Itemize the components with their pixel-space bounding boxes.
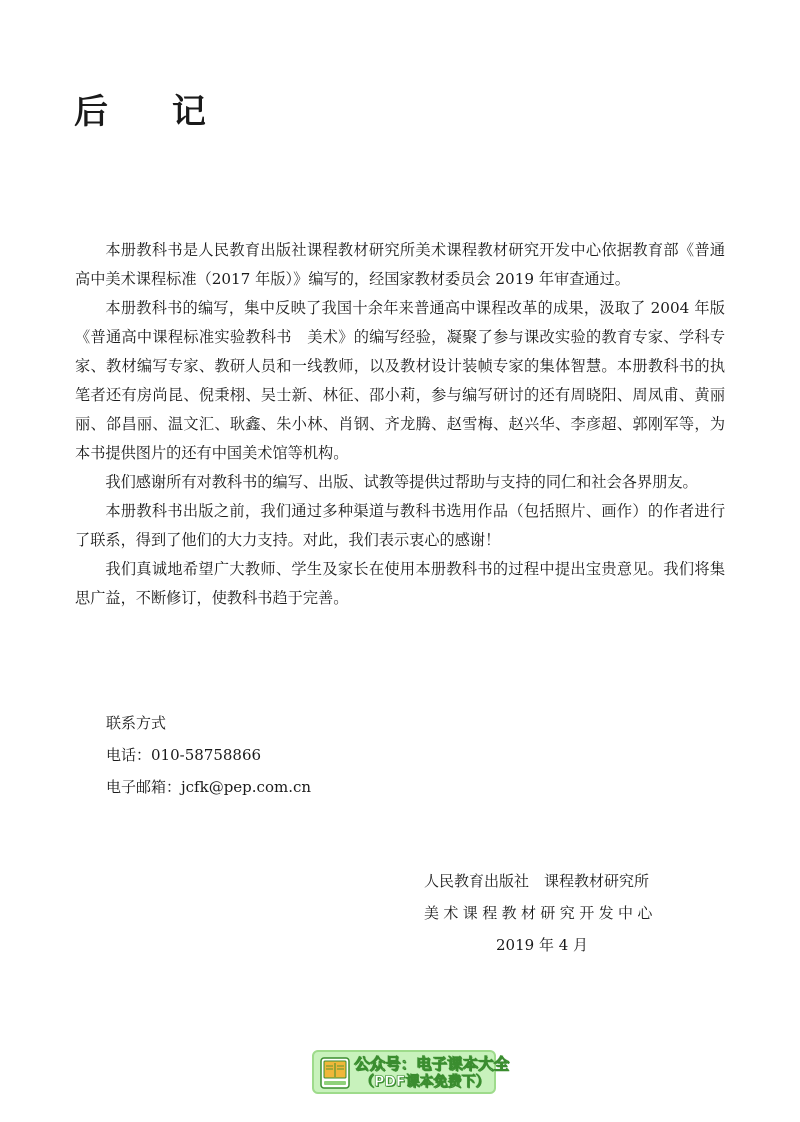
afterword-body — [75, 236, 725, 613]
watermark-badge — [312, 1050, 510, 1094]
book-icon — [320, 1057, 350, 1089]
badge-line-1: 公众号：电子课本大全 — [354, 1055, 510, 1073]
badge-line-2: （PDF课本免费下） — [360, 1074, 490, 1090]
contact-email: 电子邮箱：jcfk@pep.com.cn — [106, 778, 312, 796]
signature-date: 2019 年 4 月 — [496, 936, 589, 954]
contact-phone: 电话：010-58758866 — [106, 746, 262, 764]
paragraph-2: 本册教科书的编写，集中反映了我国十余年来普通高中课程改革的成果，汲取了 2004 年版《普通高中课程标准实验教科书 美术》的编写经验，凝聚了参与课改实验的教育专家、学科专家、教材编写专家、教研人员和一线教师，以及教材设计装帧专家的集体智慧。本册教科书的执笔者还有房尚昆、倪秉栩、吴士新、林征、邵小莉，参与编写研讨的还有周晓阳、周凤甫、黄丽丽、郃昌丽、温文汇、耿鑫、朱小林、肖钢、齐龙腾、赵雪梅、赵兴华、李彦超、郭刚军等，为本书提供图片的还有中国美术馆等机构。 — [75, 299, 725, 462]
signature-publisher: 人民教育出版社 课程教材研究所 — [424, 872, 650, 890]
page-title: 后 记 — [74, 92, 232, 132]
paragraph-1: 本册教科书是人民教育出版社课程教材研究所美术课程教材研究开发中心依据教育部《普通高中美术课程标准（2017 年版）》编写的，经国家教材委员会 2019 年审查通过。 — [75, 241, 725, 288]
contact-heading: 联系方式 — [106, 714, 167, 732]
contact-block — [106, 707, 311, 803]
paragraph-4: 本册教科书出版之前，我们通过多种渠道与教科书选用作品（包括照片、画作）的作者进行了联系，得到了他们的大力支持。对此，我们表示衷心的感谢！ — [75, 502, 725, 549]
signature-block — [424, 865, 684, 961]
signature-center: 美术课程教材研究开发中心 — [424, 904, 657, 922]
paragraph-5: 我们真诚地希望广大教师、学生及家长在使用本册教科书的过程中提出宝贵意见。我们将集思广益，不断修订，使教科书趋于完善。 — [75, 560, 725, 607]
paragraph-3: 我们感谢所有对教科书的编写、出版、试教等提供过帮助与支持的同仁和社会各界朋友。 — [105, 473, 698, 491]
